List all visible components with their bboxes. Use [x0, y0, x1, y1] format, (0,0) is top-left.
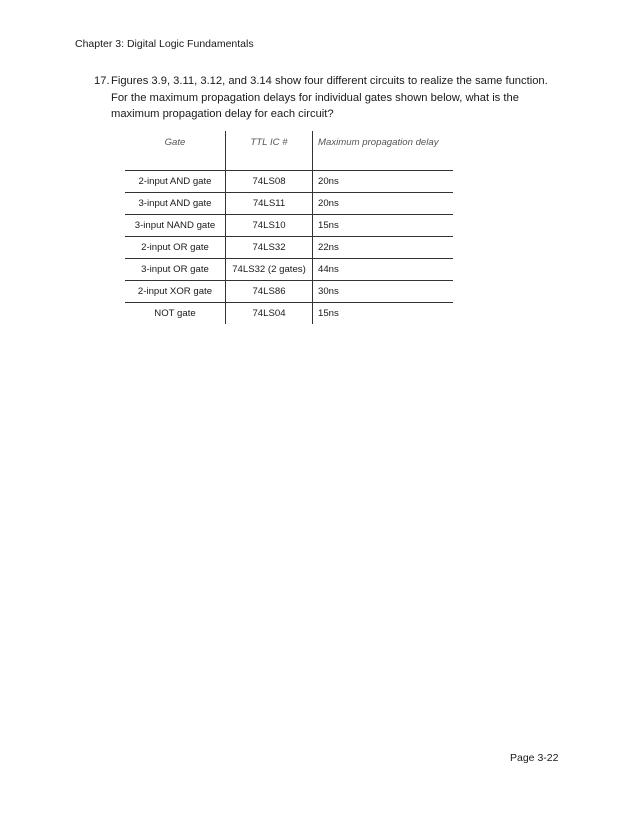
cell-gate: 2-input OR gate	[125, 237, 226, 259]
cell-ic: 74LS11	[226, 193, 313, 215]
header-ttl-ic: TTL IC #	[226, 131, 313, 171]
cell-gate: 3-input OR gate	[125, 259, 226, 281]
cell-gate: NOT gate	[125, 303, 226, 325]
cell-gate: 3-input AND gate	[125, 193, 226, 215]
question-number: 17.	[94, 75, 110, 87]
table-row	[125, 193, 453, 215]
cell-ic: 74LS08	[226, 171, 313, 193]
cell-gate: 3-input NAND gate	[125, 215, 226, 237]
cell-ic: 74LS32	[226, 237, 313, 259]
header-max-delay: Maximum propagation delay	[313, 131, 454, 171]
question-text: Figures 3.9, 3.11, 3.12, and 3.14 show four different circuits to realize the same function. For the maximum propagation delays for individual gates shown below, what is the maximum propagation delay for each circuit?	[111, 75, 548, 120]
cell-delay: 20ns	[313, 193, 454, 215]
cell-delay: 30ns	[313, 281, 454, 303]
cell-ic: 74LS10	[226, 215, 313, 237]
table-row	[125, 281, 453, 303]
cell-delay: 22ns	[313, 237, 454, 259]
table-row	[125, 303, 453, 325]
page-number: Page 3-22	[510, 752, 559, 764]
header-gate: Gate	[125, 131, 226, 171]
cell-ic: 74LS32 (2 gates)	[226, 259, 313, 281]
cell-delay: 15ns	[313, 215, 454, 237]
table-row	[125, 237, 453, 259]
question-17	[94, 73, 564, 123]
cell-ic: 74LS04	[226, 303, 313, 325]
chapter-header: Chapter 3: Digital Logic Fundamentals	[75, 38, 254, 50]
cell-ic: 74LS86	[226, 281, 313, 303]
table-row	[125, 259, 453, 281]
table-row	[125, 215, 453, 237]
cell-gate: 2-input XOR gate	[125, 281, 226, 303]
cell-gate: 2-input AND gate	[125, 171, 226, 193]
cell-delay: 15ns	[318, 308, 339, 319]
cell-delay: 44ns	[313, 259, 454, 281]
table-row	[125, 171, 453, 193]
gate-delay-table	[125, 131, 453, 324]
cell-delay: 20ns	[313, 171, 454, 193]
table-header-row	[125, 131, 453, 171]
